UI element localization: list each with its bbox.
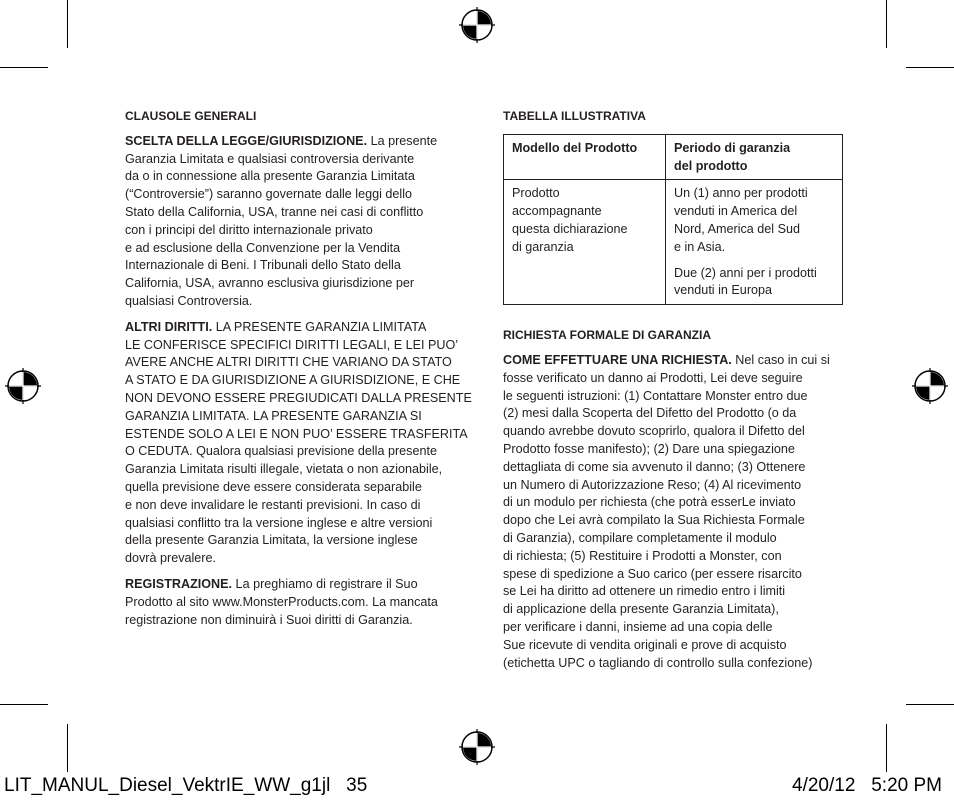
text-line: quella previsione deve essere considerata separabile — [125, 479, 422, 494]
registration-mark-icon — [459, 7, 495, 43]
text-line: se Lei ha diritto ad ottenere un rimedio entro i limiti — [503, 584, 786, 599]
text-line: Internazionale di Beni. I Tribunali dello Stato della — [125, 258, 401, 273]
slug-timestamp: 4/20/12 5:20 PM — [792, 775, 942, 796]
text-line: registrazione non diminuirà i Suoi diritti di Garanzia. — [125, 612, 413, 627]
crop-mark-top-right-vertical — [886, 0, 887, 48]
text-line: Sue ricevute di vendita originali e prove di acquisto — [503, 637, 787, 652]
registration-mark-icon — [912, 368, 948, 404]
crop-mark-bottom-left-horizontal — [0, 704, 48, 705]
text-line: SCELTA DELLA LEGGE/GIURISDIZIONE. La presente — [125, 133, 438, 148]
crop-mark-bottom-right-vertical — [886, 724, 887, 772]
text-line: di Garanzia), compilare completamente il modulo — [503, 530, 777, 545]
text-line: del prodotto — [674, 158, 748, 173]
text-line: ESTENDE SOLO A LEI E NON PUO’ ESSERE TRASFERITA — [125, 426, 468, 441]
text-line: e ad esclusione della Convenzione per la Vendita — [125, 240, 401, 255]
text-line: AVERE ANCHE ALTRI DIRITTI CHE VARIANO DA STATO — [125, 355, 452, 370]
text-line: REGISTRAZIONE. La preghiamo di registrare il Suo — [125, 576, 418, 591]
text-line: un Numero di Autorizzazione Reso; (4) Al ricevimento — [503, 477, 802, 492]
text-line: Prodotto al sito www.MonsterProducts.com. La mancata — [125, 594, 438, 609]
text-line: di applicazione della presente Garanzia Limitata), — [503, 602, 779, 617]
text-line: della presente Garanzia Limitata, la versione inglese — [125, 533, 418, 548]
table-cell-period — [666, 180, 843, 305]
table-cell-product — [504, 180, 666, 305]
paragraph-lead: COME EFFETTUARE UNA RICHIESTA. — [503, 352, 732, 367]
crop-mark-bottom-left-vertical — [67, 724, 68, 772]
left-column — [125, 108, 470, 637]
text-line: Stato della California, USA, tranne nei casi di conflitto — [125, 204, 424, 219]
text-line: di un modulo per richiesta (che potrà esserLe inviato — [503, 495, 796, 510]
table-header-product-model: Modello del Prodotto — [504, 134, 666, 180]
text-line: (“Controversie”) saranno governate dalle leggi dello — [125, 187, 413, 202]
text-line: (etichetta UPC o tagliando di controllo sulla confezione) — [503, 655, 813, 670]
paragraph-governing-law — [125, 133, 470, 311]
registration-mark-icon — [5, 368, 41, 404]
warranty-table — [503, 134, 843, 305]
text-line: fosse verificato un danno ai Prodotti, Lei deve seguire — [503, 370, 803, 385]
slug-filename: LIT_MANUL_Diesel_VektrIE_WW_g1jl 35 — [4, 775, 368, 796]
text-line: Garanzia Limitata e qualsiasi controversia derivante — [125, 151, 415, 166]
text-line: Un (1) anno per prodotti — [674, 186, 808, 201]
text-line: le seguenti istruzioni: (1) Contattare Monster entro due — [503, 388, 808, 403]
text-line: California, USA, avranno esclusiva giurisdizione per — [125, 276, 415, 291]
right-column — [503, 108, 848, 680]
text-line: dettagliata di come sia avvenuto il danno; (3) Ottenere — [503, 459, 806, 474]
paragraph-registration — [125, 576, 470, 629]
paragraph-how-to-claim — [503, 352, 848, 672]
crop-mark-top-left-vertical — [67, 0, 68, 48]
table-row — [504, 180, 843, 305]
text-line: Garanzia Limitata risulti illegale, vietata o non azionabile, — [125, 462, 443, 477]
text-line: LE CONFERISCE SPECIFICI DIRITTI LEGALI, E LEI PUO’ — [125, 337, 459, 352]
text-line: di richiesta; (5) Restituire i Prodotti a Monster, con — [503, 548, 782, 563]
text-line: GARANZIA LIMITATA. LA PRESENTE GARANZIA SI — [125, 408, 422, 423]
text-line: e non deve invalidare le restanti previsioni. In caso di — [125, 497, 421, 512]
text-line: da o in connessione alla presente Garanzia Limitata — [125, 169, 415, 184]
text-line: (2) mesi dalla Scoperta del Difetto del Prodotto (o da — [503, 406, 797, 421]
text-line: di garanzia — [512, 239, 574, 254]
section-heading-warranty-claim: RICHIESTA FORMALE DI GARANZIA — [503, 328, 711, 343]
period-americas-asia — [674, 185, 834, 256]
crop-mark-bottom-right-horizontal — [906, 704, 954, 705]
table-header-warranty-period — [666, 134, 843, 180]
text-line: COME EFFETTUARE UNA RICHIESTA. Nel caso in cui si — [503, 352, 830, 367]
paragraph-lead: REGISTRAZIONE. — [125, 576, 233, 591]
text-line: Periodo di garanzia — [674, 140, 791, 155]
text-line: ALTRI DIRITTI. LA PRESENTE GARANZIA LIMITATA — [125, 319, 427, 334]
period-europe — [674, 265, 834, 301]
section-heading-table: TABELLA ILLUSTRATIVA — [503, 109, 646, 123]
text-line: spese di spedizione a Suo carico (per essere risarcito — [503, 566, 802, 581]
text-line: NON DEVONO ESSERE PREGIUDICATI DALLA PRESENTE — [125, 390, 472, 405]
text-line: questa dichiarazione — [512, 221, 628, 236]
text-line: Prodotto fosse manifesto); (2) Dare una spiegazione — [503, 441, 795, 456]
text-line: quando avrebbe dovuto scoprirlo, qualora il Difetto del — [503, 424, 805, 439]
text-line: venduti in America del — [674, 204, 798, 219]
crop-mark-top-left-horizontal — [0, 67, 48, 68]
text-line: accompagnante — [512, 204, 602, 219]
text-line: e in Asia. — [674, 239, 726, 254]
text-line: venduti in Europa — [674, 283, 773, 298]
text-line: Prodotto — [512, 186, 560, 201]
text-line: O CEDUTA. Qualora qualsiasi previsione della presente — [125, 444, 437, 459]
table-header-row — [504, 134, 843, 180]
text-line: con i principi del diritto internazionale privato — [125, 222, 373, 237]
text-line: A STATO E DA GIURISDIZIONE A GIURISDIZIONE, E CHE — [125, 373, 461, 388]
text-line: per verificare i danni, insieme ad una copia delle — [503, 619, 773, 634]
text-line: Due (2) anni per i prodotti — [674, 265, 817, 280]
text-line: qualsiasi conflitto tra la versione inglese e altre versioni — [125, 515, 433, 530]
text-line: dovrà prevalere. — [125, 551, 217, 566]
registration-mark-icon — [459, 729, 495, 765]
paragraph-lead: ALTRI DIRITTI. — [125, 319, 213, 334]
paragraph-other-rights — [125, 319, 470, 568]
text-line: Nord, America del Sud — [674, 221, 800, 236]
text-line: dopo che Lei avrà compilato la Sua Richiesta Formale — [503, 513, 805, 528]
text-line: qualsiasi Controversia. — [125, 293, 253, 308]
section-heading-general-clauses: CLAUSOLE GENERALI — [125, 109, 257, 123]
crop-mark-top-right-horizontal — [906, 67, 954, 68]
paragraph-lead: SCELTA DELLA LEGGE/GIURISDIZIONE. — [125, 133, 368, 148]
